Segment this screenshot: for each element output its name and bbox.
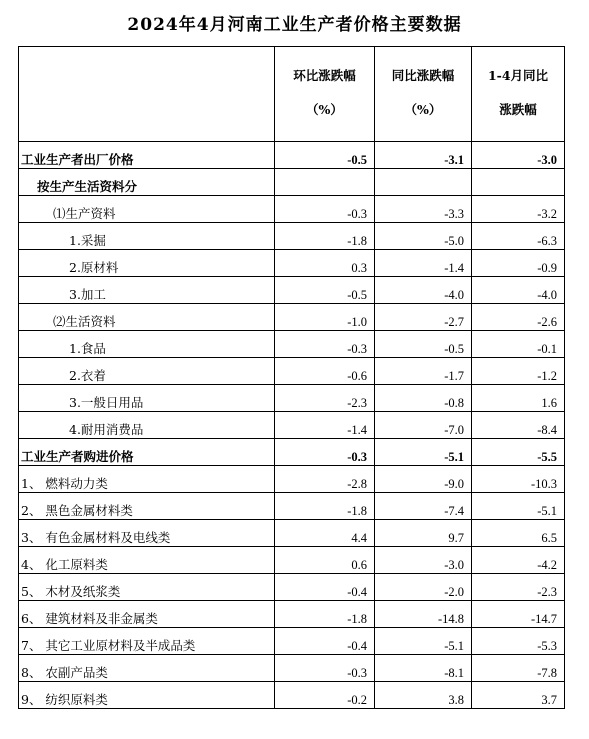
row-mom-value: 0.6	[275, 547, 375, 574]
row-mom-value: -0.3	[275, 196, 375, 223]
row-ytd-value: -10.3	[472, 466, 565, 493]
header-ytd	[472, 47, 565, 142]
row-yoy-value: -4.0	[375, 277, 472, 304]
header-yoy	[375, 47, 472, 142]
row-ytd-value: -5.3	[472, 628, 565, 655]
row-ytd-value: -5.1	[472, 493, 565, 520]
row-yoy-value: -5.1	[375, 628, 472, 655]
header-yoy-line1: 同比涨跌幅	[391, 68, 455, 83]
row-yoy-value: -7.4	[375, 493, 472, 520]
row-yoy-value: -0.8	[375, 385, 472, 412]
table-row	[19, 358, 565, 385]
row-mom-value: -1.4	[275, 412, 375, 439]
price-data-table	[18, 46, 565, 709]
table-row	[19, 439, 565, 466]
row-yoy-value: 9.7	[375, 520, 472, 547]
row-label: 工业生产者购进价格	[19, 439, 275, 466]
table-row	[19, 412, 565, 439]
row-mom-value: -0.5	[275, 142, 375, 169]
table-body	[19, 142, 565, 709]
row-ytd-value: -14.7	[472, 601, 565, 628]
row-yoy-value	[375, 169, 472, 196]
row-label: ⑵生活资料	[19, 304, 275, 331]
table-row	[19, 277, 565, 304]
row-mom-value: -0.6	[275, 358, 375, 385]
table-row	[19, 304, 565, 331]
row-ytd-value: -0.9	[472, 250, 565, 277]
row-mom-value: -1.0	[275, 304, 375, 331]
row-yoy-value: -2.7	[375, 304, 472, 331]
row-yoy-value: -14.8	[375, 601, 472, 628]
row-yoy-value: -3.3	[375, 196, 472, 223]
row-yoy-value: -3.0	[375, 547, 472, 574]
row-mom-value: -0.3	[275, 439, 375, 466]
row-label: 1.食品	[19, 331, 275, 358]
row-ytd-value: -8.4	[472, 412, 565, 439]
row-label: 9、 纺织原料类	[19, 682, 275, 709]
row-ytd-value: -1.2	[472, 358, 565, 385]
row-label: 2、 黑色金属材料类	[19, 493, 275, 520]
row-yoy-value: -0.5	[375, 331, 472, 358]
header-label-cell	[19, 47, 275, 142]
row-ytd-value: 6.5	[472, 520, 565, 547]
row-mom-value: -0.2	[275, 682, 375, 709]
row-label: 4、 化工原料类	[19, 547, 275, 574]
row-label: 6、 建筑材料及非金属类	[19, 601, 275, 628]
row-mom-value: -1.8	[275, 223, 375, 250]
row-ytd-value: 3.7	[472, 682, 565, 709]
row-ytd-value: -4.2	[472, 547, 565, 574]
table-row	[19, 520, 565, 547]
page-title: 2024年4月河南工业生产者价格主要数据	[127, 15, 462, 35]
row-ytd-value: -6.3	[472, 223, 565, 250]
row-label: 3.加工	[19, 277, 275, 304]
table-row	[19, 547, 565, 574]
row-label: 8、 农副产品类	[19, 655, 275, 682]
table-header-row	[19, 47, 565, 142]
row-ytd-value: 1.6	[472, 385, 565, 412]
row-mom-value	[275, 169, 375, 196]
table-row	[19, 574, 565, 601]
table-row	[19, 385, 565, 412]
row-yoy-value: -1.7	[375, 358, 472, 385]
row-label: 1.采掘	[19, 223, 275, 250]
row-ytd-value: -3.0	[472, 142, 565, 169]
row-mom-value: -2.3	[275, 385, 375, 412]
table-row	[19, 466, 565, 493]
table-row	[19, 655, 565, 682]
header-mom	[275, 47, 375, 142]
table-row	[19, 493, 565, 520]
header-yoy-line2: （%）	[404, 102, 442, 117]
row-yoy-value: 3.8	[375, 682, 472, 709]
table-row	[19, 331, 565, 358]
row-mom-value: -1.8	[275, 601, 375, 628]
row-label: 1、 燃料动力类	[19, 466, 275, 493]
row-label: 2.原材料	[19, 250, 275, 277]
row-ytd-value: -7.8	[472, 655, 565, 682]
table-row	[19, 628, 565, 655]
row-ytd-value: -4.0	[472, 277, 565, 304]
row-yoy-value: -8.1	[375, 655, 472, 682]
row-label: 按生产生活资料分	[19, 169, 275, 196]
row-yoy-value: -2.0	[375, 574, 472, 601]
row-label: ⑴生产资料	[19, 196, 275, 223]
row-ytd-value: -2.6	[472, 304, 565, 331]
row-label: 5、 木材及纸浆类	[19, 574, 275, 601]
table-row	[19, 682, 565, 709]
table-row	[19, 601, 565, 628]
row-yoy-value: -1.4	[375, 250, 472, 277]
row-yoy-value: -5.0	[375, 223, 472, 250]
row-label: 7、 其它工业原材料及半成品类	[19, 628, 275, 655]
header-ytd-line2: 涨跌幅	[499, 102, 537, 117]
row-label: 4.耐用消费品	[19, 412, 275, 439]
row-ytd-value: -5.5	[472, 439, 565, 466]
row-mom-value: -0.3	[275, 331, 375, 358]
row-ytd-value: -2.3	[472, 574, 565, 601]
table-row	[19, 196, 565, 223]
table-row	[19, 250, 565, 277]
row-mom-value: -2.8	[275, 466, 375, 493]
row-ytd-value	[472, 169, 565, 196]
row-ytd-value: -3.2	[472, 196, 565, 223]
table-row	[19, 223, 565, 250]
row-yoy-value: -5.1	[375, 439, 472, 466]
row-mom-value: 4.4	[275, 520, 375, 547]
table-row	[19, 169, 565, 196]
row-label: 3、 有色金属材料及电线类	[19, 520, 275, 547]
row-mom-value: 0.3	[275, 250, 375, 277]
row-mom-value: -0.4	[275, 628, 375, 655]
header-mom-line2: （%）	[306, 102, 343, 117]
row-yoy-value: -7.0	[375, 412, 472, 439]
row-mom-value: -0.4	[275, 574, 375, 601]
row-mom-value: -1.8	[275, 493, 375, 520]
header-mom-line1: 环比涨跌幅	[293, 68, 356, 83]
row-mom-value: -0.5	[275, 277, 375, 304]
row-yoy-value: -9.0	[375, 466, 472, 493]
row-label: 3.一般日用品	[19, 385, 275, 412]
row-ytd-value: -0.1	[472, 331, 565, 358]
header-ytd-line1: 1-4月同比	[487, 68, 549, 83]
table-row	[19, 142, 565, 169]
row-label: 工业生产者出厂价格	[19, 142, 275, 169]
row-yoy-value: -3.1	[375, 142, 472, 169]
row-mom-value: -0.3	[275, 655, 375, 682]
row-label: 2.衣着	[19, 358, 275, 385]
